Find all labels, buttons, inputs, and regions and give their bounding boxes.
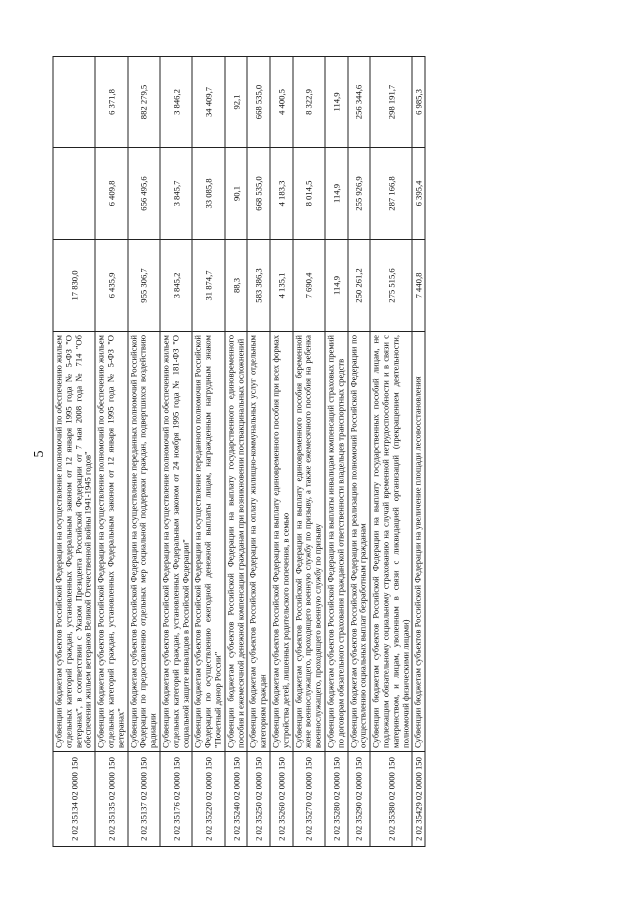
budget-code-cell: 2 02 35250 02 0000 150 bbox=[247, 752, 270, 847]
amount-year1-cell: 3 845,2 bbox=[160, 240, 192, 332]
amount-year2-cell: 255 926,9 bbox=[348, 148, 371, 240]
description-cell: Субвенции бюджетам субъектов Российской Федерации на выплату государственного единовременного пособия и ежемесячной денежной компенсации гражданам при возникновении поствакцинальных осложнений bbox=[225, 332, 248, 752]
amount-year1-cell: 275 515,6 bbox=[370, 240, 412, 332]
amount-year1-cell: 114,9 bbox=[325, 240, 348, 332]
description-cell: Субвенции бюджетам субъектов Российской Федерации на осуществление переданного полномочия Российской Федерации по осуществлению ежегодной денежной выплаты лицам, награжденным нагрудным знаком "Почетный донор России" bbox=[192, 332, 224, 752]
amount-year3-cell: 668 535,0 bbox=[247, 57, 270, 148]
table-row bbox=[95, 57, 127, 847]
table-row bbox=[160, 57, 192, 847]
budget-code-cell: 2 02 35270 02 0000 150 bbox=[293, 752, 325, 847]
amount-year3-cell: 882 279,5 bbox=[128, 57, 160, 148]
amount-year3-cell: 92,1 bbox=[225, 57, 248, 148]
amount-year3-cell: 6 371,8 bbox=[95, 57, 127, 148]
table-row bbox=[225, 57, 248, 847]
amount-year2-cell: 668 535,0 bbox=[247, 148, 270, 240]
amount-year2-cell: 6 409,8 bbox=[95, 148, 127, 240]
amount-year1-cell: 4 135,1 bbox=[270, 240, 293, 332]
description-cell: Субвенции бюджетам субъектов Российской Федерации на осуществление полномочий по обеспечению жильем отдельных категорий граждан, установленных Федеральным законом от 12 января 1995 года № 5-ФЗ "О ветеранах", в соответствии с Указом Президента Российской Федерации от 7 мая 2008 года № 714 "Об обеспечении жильем ветеранов Великой Отечественной войны 1941-1945 годов" bbox=[53, 332, 95, 752]
budget-table bbox=[53, 56, 426, 847]
amount-year3-cell: 4 400,5 bbox=[270, 57, 293, 148]
description-cell: Субвенции бюджетам субъектов Российской Федерации на выплаты инвалидам компенсаций страховых премий по договорам обязательного страхования гражданской ответственности владельцев транспортных средств bbox=[325, 332, 348, 752]
amount-year1-cell: 88,3 bbox=[225, 240, 248, 332]
amount-year1-cell: 7 440,8 bbox=[412, 240, 425, 332]
amount-year2-cell: 287 166,8 bbox=[370, 148, 412, 240]
amount-year3-cell: 6 985,3 bbox=[412, 57, 425, 148]
amount-year1-cell: 17 830,0 bbox=[53, 240, 95, 332]
description-cell: Субвенции бюджетам субъектов Российской Федерации на осуществление полномочий по обеспечению жильем отдельных категорий граждан, установленных Федеральным законом от 24 ноября 1995 года № 181-ФЗ "О социальной защите инвалидов в Российской Федерации" bbox=[160, 332, 192, 752]
table-row bbox=[412, 57, 425, 847]
description-cell: Субвенции бюджетам субъектов Российской Федерации на осуществление переданных полномочий Российской Федерации по предоставлению отдельных мер социальной поддержки граждан, подвергшихся воздействию радиации bbox=[128, 332, 160, 752]
amount-year1-cell: 583 386,3 bbox=[247, 240, 270, 332]
description-cell: Субвенции бюджетам субъектов Российской Федерации на выплату единовременного пособия при всех формах устройства детей, лишенных родительского попечения, в семью bbox=[270, 332, 293, 752]
page-number: 5 bbox=[32, 450, 47, 458]
table-row bbox=[128, 57, 160, 847]
amount-year1-cell: 31 874,7 bbox=[192, 240, 224, 332]
table-row bbox=[192, 57, 224, 847]
description-cell: Субвенции бюджетам субъектов Российской Федерации на осуществление полномочий по обеспечению жильем отдельных категорий граждан, установленных Федеральным законом от 12 января 1995 года № 5-ФЗ "О ветеранах" bbox=[95, 332, 127, 752]
table-row bbox=[325, 57, 348, 847]
amount-year2-cell: 3 845,7 bbox=[160, 148, 192, 240]
budget-code-cell: 2 02 35176 02 0000 150 bbox=[160, 752, 192, 847]
budget-code-cell: 2 02 35290 02 0000 150 bbox=[348, 752, 371, 847]
amount-year2-cell: 6 395,4 bbox=[412, 148, 425, 240]
budget-code-cell: 2 02 35220 02 0000 150 bbox=[192, 752, 224, 847]
budget-code-cell: 2 02 35380 02 0000 150 bbox=[370, 752, 412, 847]
table-row bbox=[53, 57, 95, 847]
amount-year3-cell: 114,9 bbox=[325, 57, 348, 148]
description-cell: Субвенции бюджетам субъектов Российской Федерации на оплату жилищно-коммунальных услуг отдельным категориям граждан bbox=[247, 332, 270, 752]
description-cell: Субвенции бюджетам субъектов Российской Федерации на выплату государственных пособий лицам, не подлежащим обязательному социальному страхованию на случай временной нетрудоспособности и в связи с материнством, и лицам, уволенным в связи с ликвидацией организаций (прекращением деятельности, полномочий физическими лицами) bbox=[370, 332, 412, 752]
budget-table-sheet bbox=[53, 57, 588, 847]
amount-year3-cell: 298 191,7 bbox=[370, 57, 412, 148]
amount-year2-cell bbox=[53, 148, 95, 240]
amount-year2-cell: 4 183,3 bbox=[270, 148, 293, 240]
amount-year1-cell: 955 306,7 bbox=[128, 240, 160, 332]
description-cell: Субвенции бюджетам субъектов Российской Федерации на реализацию полномочий Российской Федерации по осуществлению социальных выплат безработным гражданам bbox=[348, 332, 371, 752]
amount-year2-cell: 656 495,6 bbox=[128, 148, 160, 240]
table-row bbox=[370, 57, 412, 847]
amount-year2-cell: 33 085,8 bbox=[192, 148, 224, 240]
table-row bbox=[247, 57, 270, 847]
amount-year3-cell: 8 322,9 bbox=[293, 57, 325, 148]
table-row bbox=[293, 57, 325, 847]
description-cell: Субвенции бюджетам субъектов Российской Федерации на увеличение площади лесовосстановления bbox=[412, 332, 425, 752]
budget-code-cell: 2 02 35137 02 0000 150 bbox=[128, 752, 160, 847]
budget-code-cell: 2 02 35429 02 0000 150 bbox=[412, 752, 425, 847]
amount-year2-cell: 114,9 bbox=[325, 148, 348, 240]
amount-year2-cell: 8 014,5 bbox=[293, 148, 325, 240]
amount-year1-cell: 7 690,4 bbox=[293, 240, 325, 332]
amount-year2-cell: 90,1 bbox=[225, 148, 248, 240]
budget-table-body bbox=[53, 57, 425, 847]
table-row bbox=[270, 57, 293, 847]
amount-year3-cell bbox=[53, 57, 95, 148]
amount-year1-cell: 6 435,9 bbox=[95, 240, 127, 332]
description-cell: Субвенции бюджетам субъектов Российской Федерации на выплату единовременного пособия беременной жене военнослужащего, проходящего военную службу по призыву, а также ежемесячного пособия на ребенка военнослужащего, проходящего военную службу по призыву bbox=[293, 332, 325, 752]
budget-code-cell: 2 02 35134 02 0000 150 bbox=[53, 752, 95, 847]
budget-code-cell: 2 02 35135 02 0000 150 bbox=[95, 752, 127, 847]
table-row bbox=[348, 57, 371, 847]
budget-code-cell: 2 02 35280 02 0000 150 bbox=[325, 752, 348, 847]
amount-year3-cell: 34 409,7 bbox=[192, 57, 224, 148]
amount-year1-cell: 250 261,2 bbox=[348, 240, 371, 332]
amount-year3-cell: 256 344,6 bbox=[348, 57, 371, 148]
budget-code-cell: 2 02 35260 02 0000 150 bbox=[270, 752, 293, 847]
budget-code-cell: 2 02 35240 02 0000 150 bbox=[225, 752, 248, 847]
amount-year3-cell: 3 846,2 bbox=[160, 57, 192, 148]
